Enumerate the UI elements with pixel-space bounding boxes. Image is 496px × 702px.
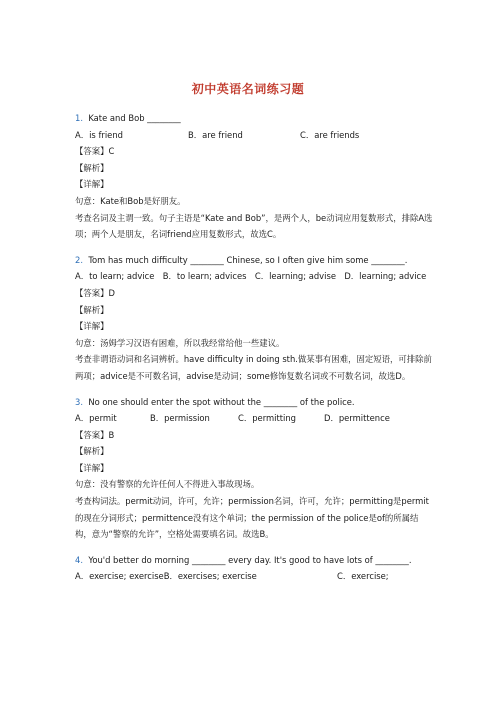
question-text: Kate and Bob ________	[88, 113, 181, 123]
question-2-options: A．to learn; advice B．to learn; advices C．learning; advise D．learning; advice	[75, 271, 427, 282]
option-a-b: A．exercise; exerciseB．exercises; exercise	[75, 571, 257, 582]
analysis-label: 【解析】	[75, 162, 109, 173]
question-2-stem	[75, 252, 435, 269]
question-4-stem	[75, 552, 435, 569]
explanation: 考查非谓语动词和名词辨析。have difficulty in doing sth.做某事有困难，固定短语，可排除前两项；advice是不可数名词，advise是动词；some修饰复数名词或不可数名词，故选D。	[75, 354, 432, 381]
option-b: B．permission	[150, 413, 210, 424]
question-number: 3.	[75, 396, 83, 407]
question-number: 1.	[75, 113, 83, 123]
option-a: A．permit	[75, 413, 117, 424]
option-d: D．permittence	[324, 413, 390, 424]
sentence-meaning: 句意：没有警察的允许任何人不得进入事故现场。	[75, 479, 260, 490]
explanation: 考查构词法。permit动词，许可，允许；permission名词，许可，允许；permitting是permit的现在分词形式；permittence没有这个单词；the permission of the police是of的所属结构，意为“警察的允许”，空格处需要填名词。故选B。	[75, 496, 429, 540]
question-number: 4.	[75, 554, 83, 565]
question-1-stem	[75, 110, 435, 127]
option-b: B．are friend	[188, 129, 243, 140]
analysis-label: 【解析】	[75, 304, 109, 315]
option-c: C．permitting	[238, 413, 296, 424]
question-text: You'd better do morning ________ every day. It's good to have lots of ________.	[88, 554, 412, 565]
answer-label: 【答案】B	[75, 429, 115, 440]
question-3-stem	[75, 394, 435, 411]
question-1-options	[75, 127, 435, 144]
answer-label: 【答案】D	[75, 287, 115, 298]
page-title: 初中英语名词练习题	[191, 82, 305, 96]
detail-label: 【详解】	[75, 179, 109, 190]
detail-label: 【详解】	[75, 321, 109, 332]
question-number: 2.	[75, 254, 83, 265]
question-list	[75, 110, 435, 585]
detail-label: 【详解】	[75, 462, 109, 473]
analysis-label: 【解析】	[75, 446, 109, 457]
question-text: Tom has much difficulty ________ Chinese, so I often give him some ________.	[88, 254, 408, 265]
question-text: No one should enter the spot without the ________ of the police.	[88, 396, 355, 407]
question-4-options	[75, 568, 435, 585]
question-3-options	[75, 410, 435, 427]
option-c: C．exercise;	[337, 571, 389, 582]
option-a: A．is friend	[75, 129, 123, 140]
option-c: C．are friends	[300, 129, 360, 140]
sentence-meaning: 句意：Kate和Bob是好朋友。	[75, 195, 186, 206]
explanation: 考查名词及主谓一致。句子主语是“Kate and Bob”，是两个人，be动词应用复数形式，排除A选项；两个人是朋友，名词friend应用复数形式，故选C。	[75, 212, 433, 240]
sentence-meaning: 句意：汤姆学习汉语有困难，所以我经常给他一些建议。	[75, 337, 285, 348]
answer-label: 【答案】C	[75, 146, 115, 157]
